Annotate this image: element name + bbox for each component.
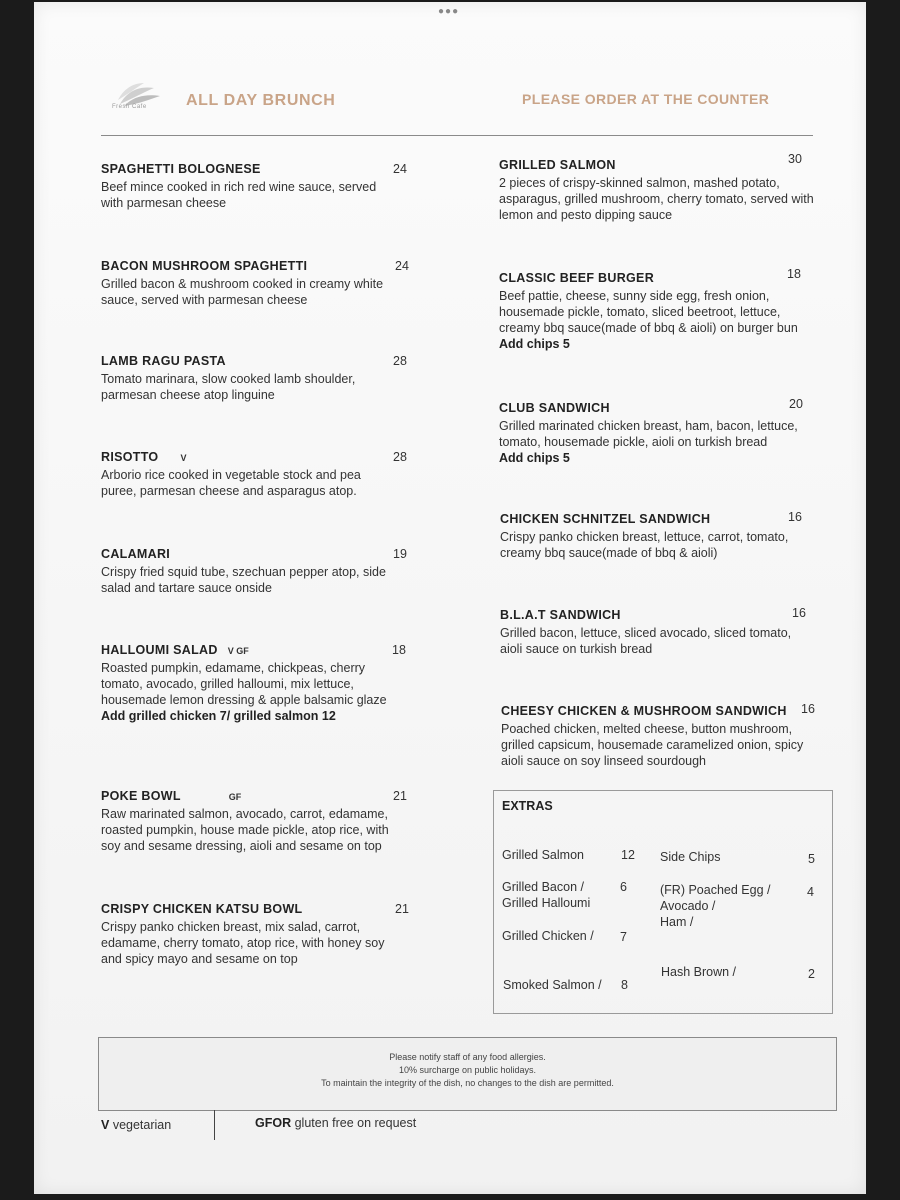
menu-item	[501, 702, 841, 769]
item-name: CHICKEN SCHNITZEL SANDWICH	[500, 512, 711, 526]
menu-item	[499, 152, 839, 223]
desc-line: lemon and pesto dipping sauce	[499, 208, 673, 222]
menu-item	[101, 641, 421, 723]
extra-price: 12	[621, 848, 635, 862]
item-price: 16	[792, 606, 806, 620]
item-price: 28	[393, 450, 407, 464]
extra-price: 5	[808, 852, 815, 866]
extra-price: 7	[620, 930, 627, 944]
item-description	[101, 806, 421, 854]
surcharge-notice: 10% surcharge on public holidays.	[398, 1065, 537, 1075]
extra-name-line: Grilled Halloumi	[502, 896, 591, 910]
item-description	[101, 276, 421, 308]
item-price: 24	[393, 162, 407, 176]
extra-price: 6	[620, 880, 627, 894]
extra-name: Side Chips	[660, 850, 721, 864]
legend-gf-key: GFOR	[255, 1116, 292, 1130]
dietary-tag: V GF	[227, 646, 249, 656]
menu-title: ALL DAY BRUNCH	[186, 92, 336, 109]
desc-line: Raw marinated salmon, avocado, carrot, edamame,	[101, 807, 388, 821]
item-price: 21	[393, 789, 407, 803]
item-price: 30	[788, 152, 802, 166]
item-price: 20	[789, 397, 803, 411]
desc-line: aioli sauce on turkish bread	[500, 642, 653, 656]
item-price: 18	[787, 267, 801, 281]
item-description	[499, 175, 839, 223]
item-description	[101, 564, 421, 596]
item-description	[499, 418, 839, 450]
item-description	[101, 179, 421, 211]
menu-item	[101, 160, 421, 211]
extra-name	[660, 882, 770, 930]
extras-box	[493, 790, 833, 1014]
menu-item	[101, 900, 421, 967]
item-name: RISOTTO	[101, 450, 159, 464]
desc-line: Roasted pumpkin, edamame, chickpeas, cherry	[101, 661, 366, 675]
extra-name-line: Avocado /	[660, 899, 716, 913]
item-description	[101, 467, 421, 499]
allergy-notice: Please notify staff of any food allergies.	[389, 1052, 546, 1062]
desc-line: Arborio rice cooked in vegetable stock and pea	[101, 468, 361, 482]
item-name: CALAMARI	[101, 547, 171, 561]
menu-item	[101, 787, 421, 854]
menu-item	[499, 269, 839, 351]
item-addon: Add chips 5	[499, 451, 570, 465]
clip-dots: ●●●	[438, 6, 460, 17]
desc-line: Tomato marinara, slow cooked lamb shoulder,	[101, 372, 356, 386]
menu-item	[499, 399, 839, 465]
legend-divider	[214, 1110, 215, 1140]
legend-v-text: vegetarian	[112, 1118, 172, 1132]
desc-line: Crispy fried squid tube, szechuan pepper atop, side	[101, 565, 386, 579]
item-description	[499, 288, 839, 336]
item-price: 24	[395, 259, 409, 273]
extras-title: EXTRAS	[502, 799, 553, 813]
desc-line: edamame, cherry tomato, atop rice, with honey soy	[101, 936, 385, 950]
extra-price: 8	[621, 978, 628, 992]
item-name: SPAGHETTI BOLOGNESE	[101, 162, 261, 176]
item-name: LAMB RAGU PASTA	[101, 354, 226, 368]
item-name: CLASSIC BEEF BURGER	[499, 271, 655, 285]
desc-line: creamy bbq sauce(made of bbq & aioli)	[500, 546, 718, 560]
item-price: 19	[393, 547, 407, 561]
desc-line: Crispy panko chicken breast, mix salad, carrot,	[101, 920, 361, 934]
desc-line: sauce, served with parmesan cheese	[101, 293, 308, 307]
item-name: CLUB SANDWICH	[499, 401, 610, 415]
desc-line: Grilled marinated chicken breast, ham, bacon, lettuce,	[499, 419, 798, 433]
item-description	[501, 721, 841, 769]
desc-line: asparagus, grilled mushroom, cherry tomato, served with	[499, 192, 814, 206]
item-name: GRILLED SALMON	[499, 158, 616, 172]
desc-line: roasted pumpkin, house made pickle, atop rice, with	[101, 823, 389, 837]
legend-v-key: V	[101, 1118, 110, 1132]
logo-text: Fresh Cafe	[112, 104, 147, 110]
legend-vegetarian	[101, 1118, 171, 1132]
desc-line: Poached chicken, melted cheese, button mushroom,	[501, 722, 793, 736]
notice-box	[98, 1037, 837, 1111]
menu-item	[500, 510, 840, 561]
extra-name-line: Grilled Bacon /	[502, 880, 584, 894]
header-divider	[101, 135, 813, 136]
desc-line: creamy bbq sauce(made of bbq & aioli) on burger bun	[499, 321, 798, 335]
extra-name: Smoked Salmon /	[503, 978, 602, 992]
item-price: 16	[801, 702, 815, 716]
desc-line: parmesan cheese atop linguine	[101, 388, 275, 402]
extra-name	[502, 879, 590, 911]
item-description	[101, 919, 421, 967]
dietary-tag: GF	[228, 792, 242, 802]
item-name: HALLOUMI SALAD	[101, 643, 218, 657]
desc-line: with parmesan cheese	[101, 196, 227, 210]
extra-price: 4	[807, 885, 814, 899]
item-addon: Add chips 5	[499, 337, 570, 351]
item-description	[101, 660, 421, 708]
desc-line: 2 pieces of crispy-skinned salmon, mashed potato,	[499, 176, 780, 190]
menu-item	[500, 606, 840, 657]
desc-line: soy and sesame dressing, aioli and sesame on top	[101, 839, 382, 853]
no-changes-notice: To maintain the integrity of the dish, no changes to the dish are permitted.	[321, 1078, 614, 1088]
item-name: B.L.A.T SANDWICH	[500, 608, 621, 622]
item-name: CRISPY CHICKEN KATSU BOWL	[101, 902, 303, 916]
desc-line: Crispy panko chicken breast, lettuce, carrot, tomato,	[500, 530, 789, 544]
item-addon: Add grilled chicken 7/ grilled salmon 12	[101, 709, 336, 723]
desc-line: Grilled bacon & mushroom cooked in creamy white	[101, 277, 384, 291]
desc-line: salad and tartare sauce onside	[101, 581, 272, 595]
cafe-logo-icon	[110, 80, 170, 116]
order-instruction: PLEASE ORDER AT THE COUNTER	[522, 91, 770, 107]
item-name: CHEESY CHICKEN & MUSHROOM SANDWICH	[501, 704, 787, 718]
item-description	[500, 529, 840, 561]
item-name: POKE BOWL	[101, 789, 181, 803]
menu-item	[101, 545, 421, 596]
extra-name: Grilled Chicken /	[502, 929, 594, 943]
legend-gf-text: gluten free on request	[294, 1116, 417, 1130]
desc-line: housemade pickle, tomato, sliced beetroot, lettuce,	[499, 305, 781, 319]
desc-line: grilled capsicum, housemade caramelized onion, spicy	[501, 738, 804, 752]
extra-price: 2	[808, 967, 815, 981]
legend-gluten-free	[255, 1116, 416, 1130]
item-price: 28	[393, 354, 407, 368]
desc-line: Grilled bacon, lettuce, sliced avocado, sliced tomato,	[500, 626, 792, 640]
menu-item	[101, 257, 421, 308]
extra-name: Hash Brown /	[661, 965, 737, 979]
item-price: 21	[395, 902, 409, 916]
menu-item	[101, 352, 421, 403]
desc-line: Beef pattie, cheese, sunny side egg, fresh onion,	[499, 289, 770, 303]
item-description	[500, 625, 840, 657]
desc-line: and spicy mayo and sesame on top	[101, 952, 298, 966]
menu-item	[101, 448, 421, 499]
extra-name: Grilled Salmon	[502, 848, 584, 862]
extra-name-line: Ham /	[660, 915, 694, 929]
item-name: BACON MUSHROOM SPAGHETTI	[101, 259, 308, 273]
extra-name-line: (FR) Poached Egg /	[660, 883, 771, 897]
desc-line: Beef mince cooked in rich red wine sauce, served	[101, 180, 377, 194]
desc-line: housemade lemon dressing & apple balsamic glaze	[101, 693, 387, 707]
desc-line: tomato, avocado, grilled halloumi, mix lettuce,	[101, 677, 354, 691]
desc-line: puree, parmesan cheese and asparagus atop.	[101, 484, 357, 498]
desc-line: aioli sauce on soy linseed sourdough	[501, 754, 706, 768]
desc-line: tomato, housemade pickle, aioli on turkish bread	[499, 435, 768, 449]
dietary-tag: V	[180, 453, 187, 463]
item-description	[101, 371, 421, 403]
item-price: 18	[392, 643, 406, 657]
item-price: 16	[788, 510, 802, 524]
